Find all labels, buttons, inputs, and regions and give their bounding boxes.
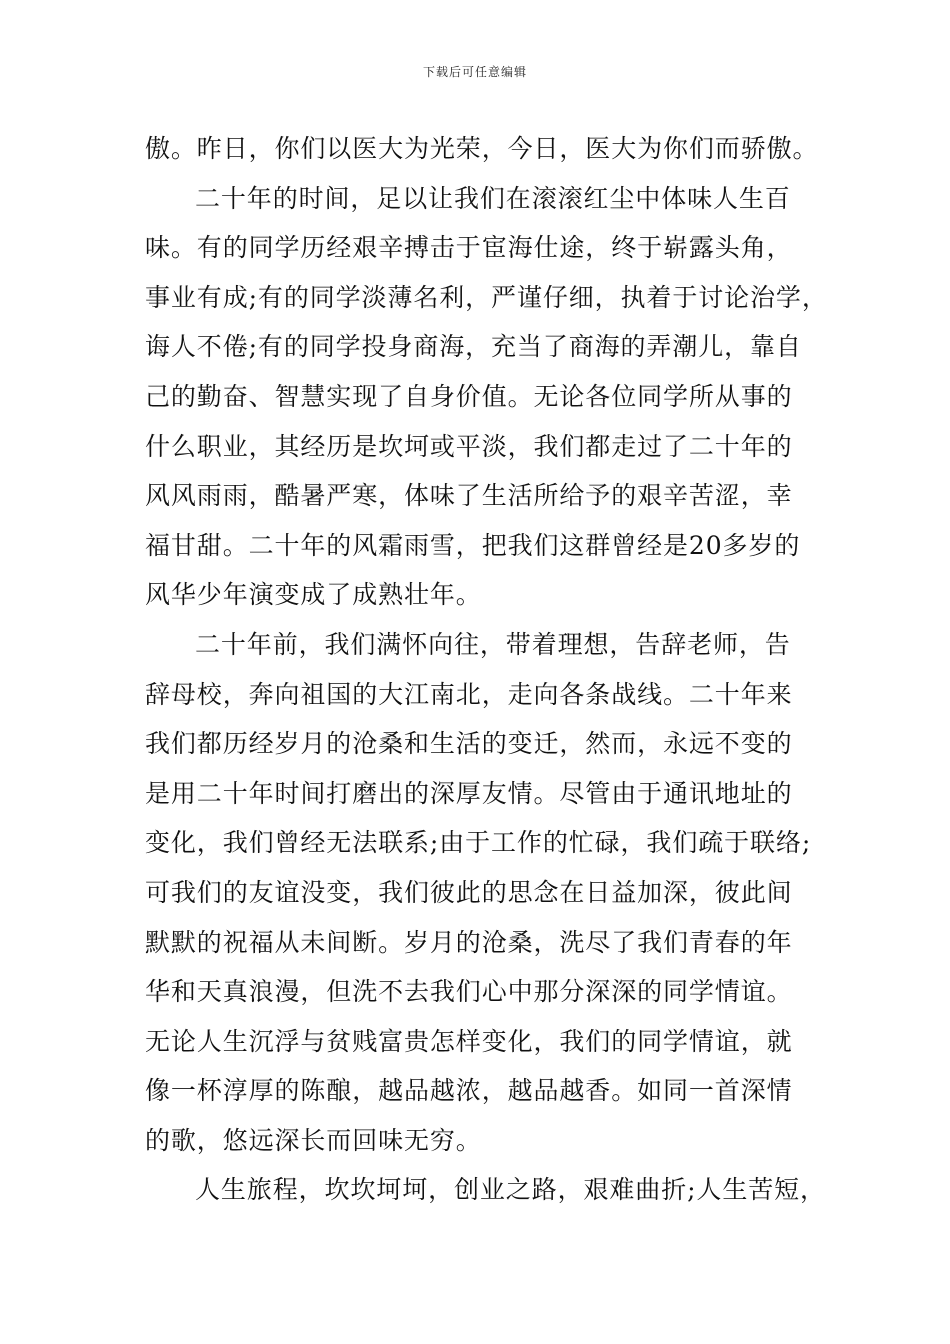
text-line: 傲。昨日，你们以医大为光荣，今日，医大为你们而骄傲。 (145, 134, 819, 163)
text-line: 是用二十年时间打磨出的深厚友情。尽管由于通讯地址的 (145, 778, 793, 808)
paragraph-4 (145, 1165, 835, 1215)
text-line: 事业有成;有的同学淡薄名利，严谨仔细，执着于讨论治学， (145, 282, 828, 312)
text-line: 什么职业，其经历是坎坷或平淡，我们都走过了二十年的 (145, 431, 793, 461)
text-line: 人生旅程，坎坎坷坷，创业之路，艰难曲折;人生苦短， (195, 1175, 826, 1205)
document-body (145, 124, 835, 1215)
page-header: 下载后可任意编辑 (422, 65, 527, 79)
text-line: 风风雨雨，酷暑严寒，体味了生活所给予的艰辛苦涩，幸 (145, 481, 793, 511)
text-line: 默默的祝福从未间断。岁月的沧桑，洗尽了我们青春的年 (145, 927, 793, 957)
text-line: 味。有的同学历经艰辛搏击于宦海仕途，终于崭露头角， (145, 233, 793, 263)
text-line: 己的勤奋、智慧实现了自身价值。无论各位同学所从事的 (145, 381, 793, 411)
text-line: 像一杯淳厚的陈酿，越品越浓，越品越香。如同一首深情 (145, 1076, 793, 1106)
text-line: 可我们的友谊没变，我们彼此的思念在日益加深，彼此间 (145, 877, 793, 907)
text-line: 我们都历经岁月的沧桑和生活的变迁，然而，永远不变的 (145, 729, 793, 759)
text-line: 风华少年演变成了成熟壮年。 (145, 580, 482, 610)
text-line: 辞母校，奔向祖国的大江南北，走向各条战线。二十年来 (145, 679, 793, 709)
text-line: 变化，我们曾经无法联系;由于工作的忙碌，我们疏于联络; (145, 828, 812, 858)
text-line: 二十年的时间，足以让我们在滚滚红尘中体味人生百 (195, 183, 791, 213)
text-line: 福甘甜。二十年的风霜雨雪，把我们这群曾经是20多岁的 (145, 530, 801, 560)
paragraph-3 (145, 620, 835, 1166)
text-line: 二十年前，我们满怀向往，带着理想，告辞老师，告 (195, 629, 791, 659)
text-line: 诲人不倦;有的同学投身商海，充当了商海的弄潮儿，靠自 (145, 332, 802, 362)
paragraph-1-continued (145, 124, 835, 174)
text-line: 无论人生沉浮与贫贱富贵怎样变化，我们的同学情谊，就 (145, 1026, 793, 1056)
paragraph-2 (145, 174, 835, 620)
text-line: 华和天真浪漫，但洗不去我们心中那分深深的同学情谊。 (145, 977, 793, 1007)
text-line: 的歌，悠远深长而回味无穷。 (145, 1125, 482, 1155)
